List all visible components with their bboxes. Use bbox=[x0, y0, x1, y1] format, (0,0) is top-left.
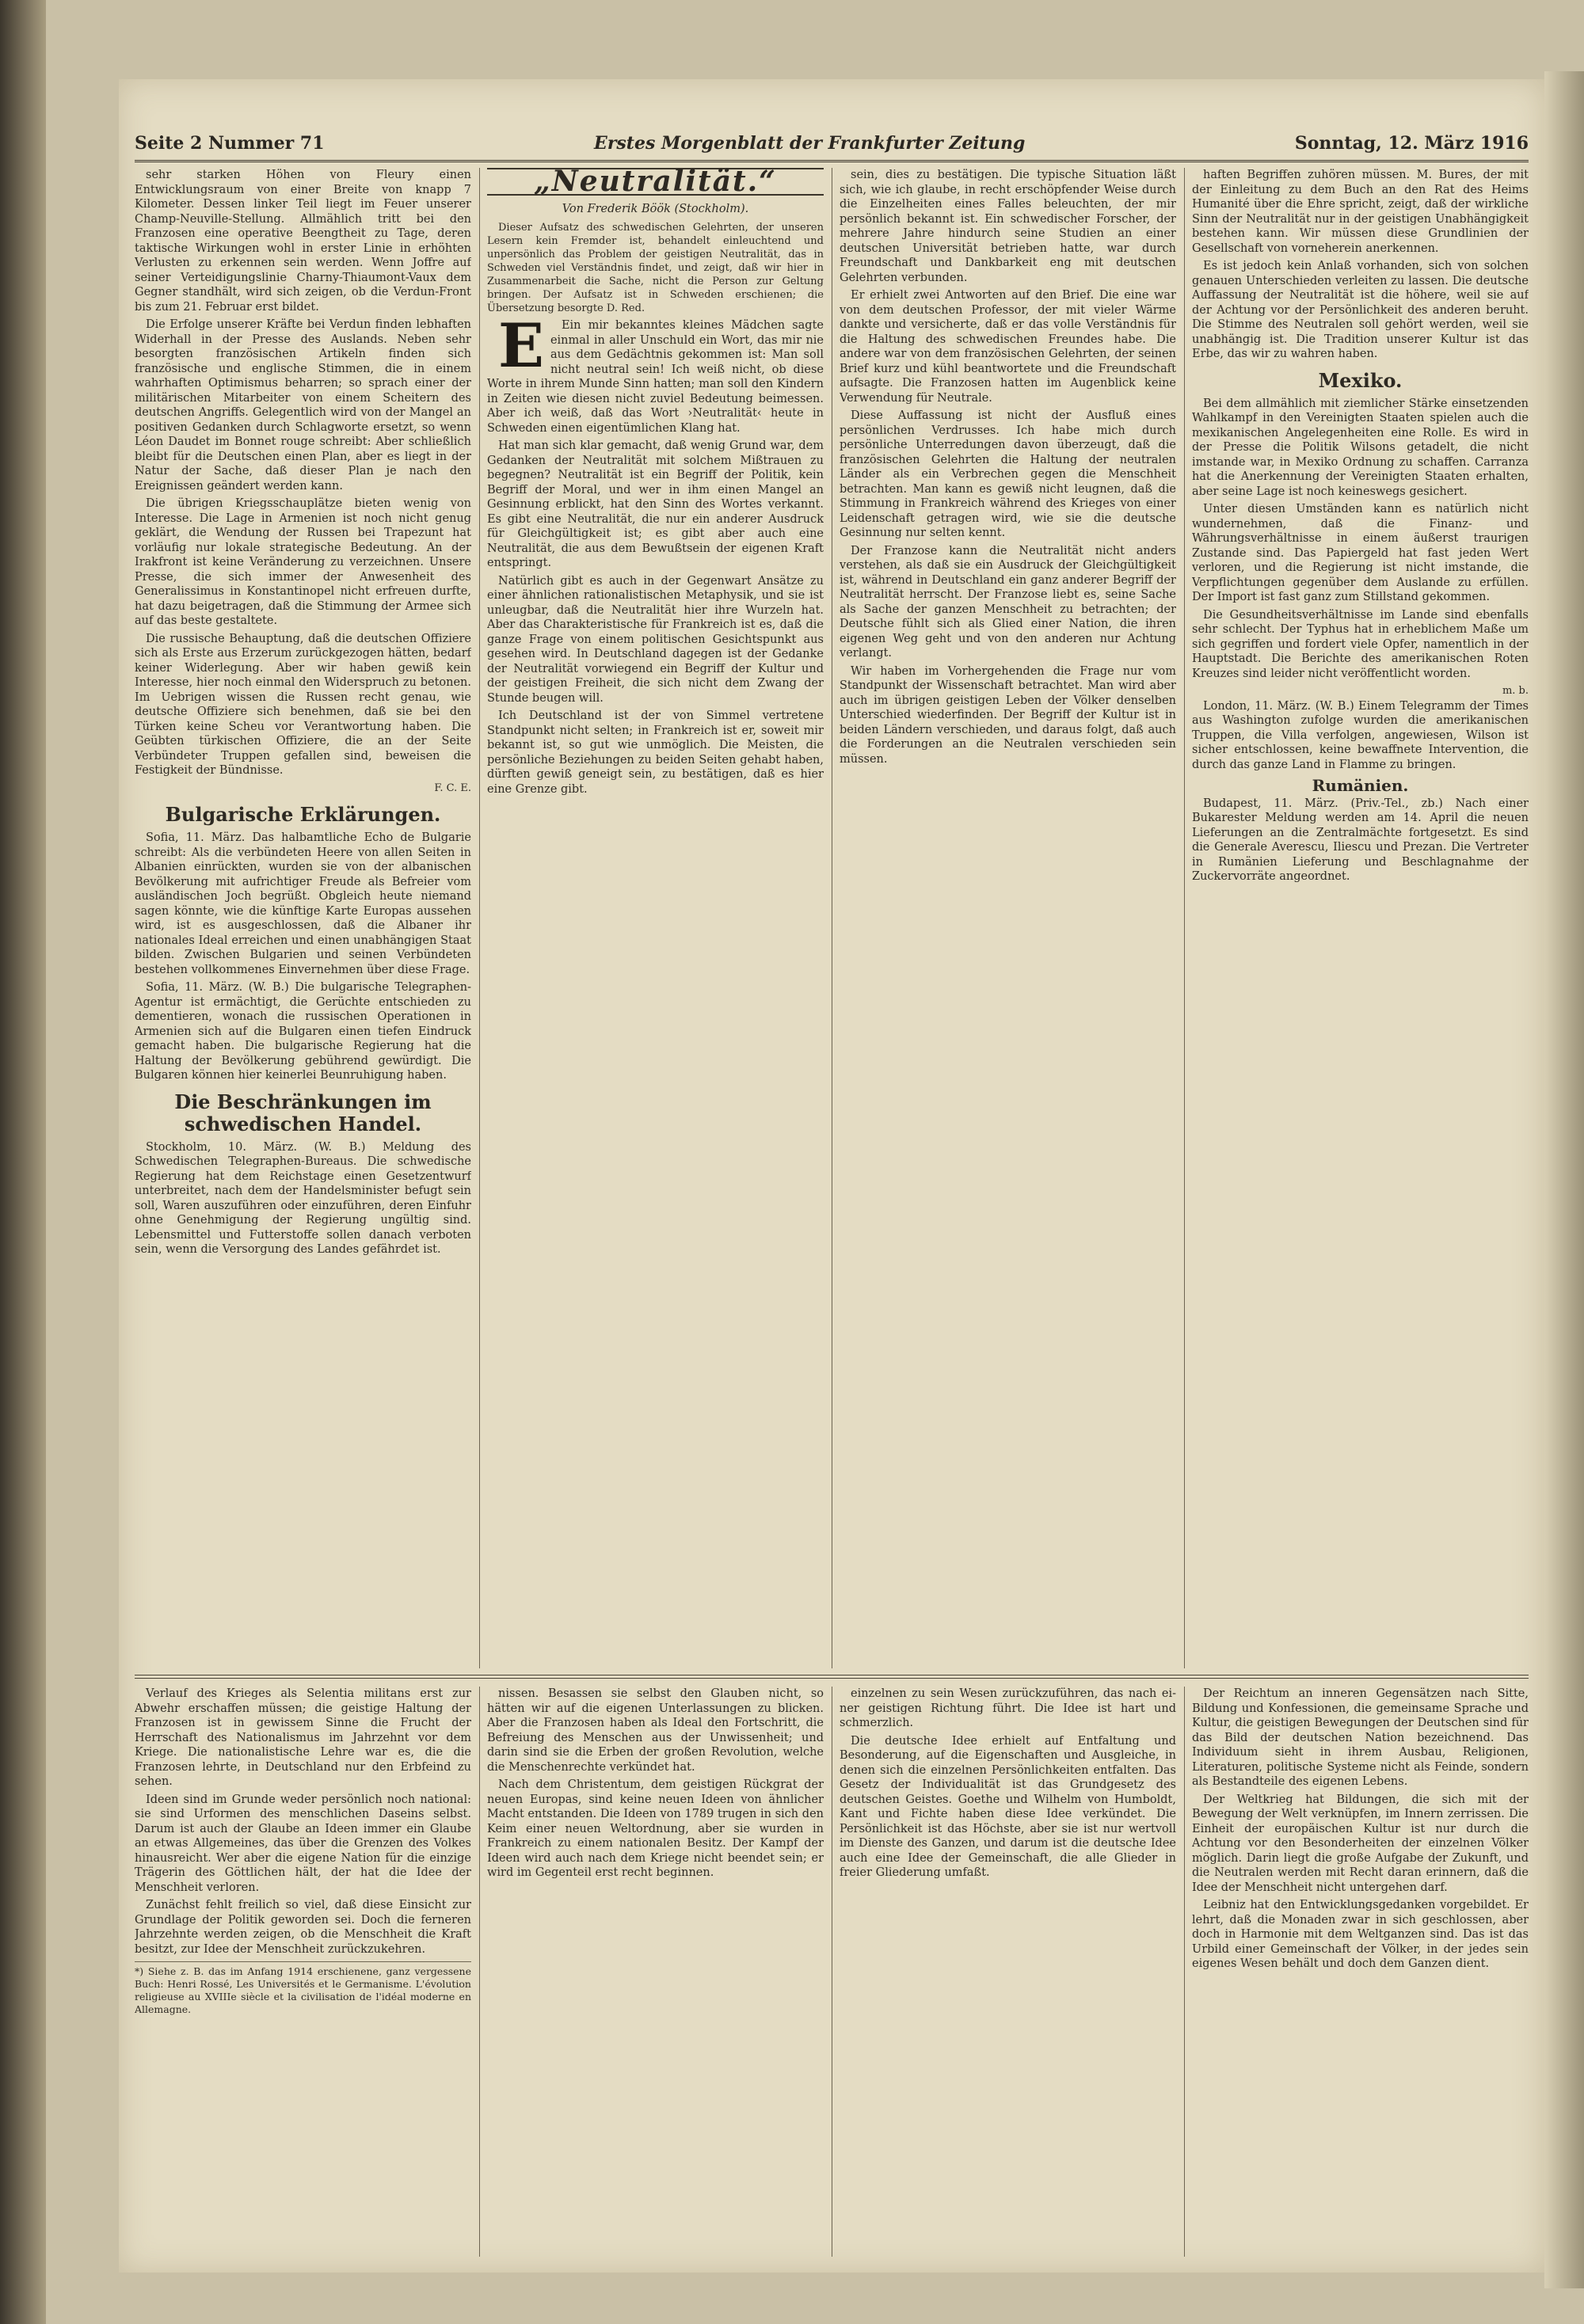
heading-bulgarian: Bulgarische Erklärungen. bbox=[165, 803, 441, 826]
column-rule bbox=[479, 168, 480, 1668]
col3-paragraph: Diese Auffassung ist nicht der Ausfluß eines persönlichen Verdrusses. Ich habe mich durch persönliche Unterredungen davon überzeugt, daß die französischen Gelehrten die Haltung der neutralen Länder als ein Verbrechen gegen die Menschheit betrachten. Man kann es gewiß nicht leugnen, daß die Stimmung in Frankreich während des Krieges von einer Leidenschaft getragen wird, wie sie die deutsche Gesinnung nur selten kennt. bbox=[840, 409, 1176, 539]
col4-paragraph: Es ist jedoch kein Anlaß vorhanden, sich von solchen genauen Unterschieden verleiten zu lassen. Die deutsche Auffassung der Neutralität ist die höhere, weil sie auf der Achtung vor der Persönlichkeit des anderen beruht. Die Stimme des Neutralen soll gehört werden, weil sie unabhängig ist. Die Tradition unserer Kultur ist das Erbe, das wir zu wahren haben. bbox=[1192, 260, 1529, 360]
drop-cap: E bbox=[498, 310, 544, 381]
issue-date: Sonntag, 12. März 1916 bbox=[1294, 133, 1529, 154]
col1-paragraph: sehr starken Höhen von Fleury einen Entwicklungsraum von einer Breite von knapp 7 Kilometer. Dessen linker Teil liegt im Feuer unserer Champ-Neuville-Stellung. Allmählich tritt bei den Franzosen eine operative Beengtheit zu Tage, deren taktische Wirkungen wohl in erster Linie in erhöhten Verlusten zu erkennen sein werden. Wenn Joffre auf seiner Verteidigungslinie Charny-Thiaumont-Vaux dem Gegner standhält, wird sich zeigen, ob die Verdun-Front bis zum 21. Februar erst bildet. bbox=[135, 169, 471, 314]
col3-paragraph: sein, dies zu bestätigen. Die typische Situation läßt sich, wie ich glaube, in recht erschöpfender Weise durch die Einzelheiten eines Falles beleuchten, der mir persönlich bekannt ist. Ein schwedischer Forscher, der mehrere Jahre hindurch seine Studien an einer deutschen Universität betrieben hatte, war durch Freundschaft und Dankbarkeit eng mit deutschen Gelehrten verbunden. bbox=[840, 169, 1176, 284]
feuilleton-paragraph: Verlauf des Krieges als Selentia militans erst zur Abwehr erschaffen müssen; die geistige Haltung der Franzosen ist in gewissem Sinne die Frucht der Herrschaft des Nationalismus im Jahrzehnt vor dem Kriege. Die nationalistische Lehre war es, die die Franzosen lehrte, in Deutschland nur den Erbfeind zu sehen. bbox=[135, 1687, 471, 1788]
footnote: *) Siehe z. B. das im Anfang 1914 erschienene, ganz vergessene Buch: Henri Rossé, Les Universités et le Germanisme. L'évolution religieuse au XVIIIe siècle et la civilisation de l'idéal moderne en Allemagne. bbox=[135, 1961, 471, 2016]
col4-paragraph: Budapest, 11. März. (Priv.-Tel., zb.) Nach einer Bukarester Meldung werden am 14. April die neuen Lieferungen an die Zentralmächte fortgesetzt. Es sind die Generale Averescu, Iliescu und Prezan. Die Vertreter in Rumänien Lieferung und Beschlagnahme der Zuckervorräte angeordnet. bbox=[1192, 797, 1529, 883]
heading-romania: Rumänien. bbox=[1312, 776, 1409, 795]
feuilleton-column-1 bbox=[135, 1687, 471, 2257]
feature-title-box bbox=[487, 168, 824, 196]
feuilleton-paragraph: Der Weltkrieg hat Bildungen, die sich mit der Bewegung der Welt verknüpfen, im Innern zerrissen. Die Einheit der europäischen Kultur ist nur durch die Achtung vor den Besonderheiten der einzelnen Völker möglich. Darin liegt die große Aufgabe der Zukunft, und die Neutralen werden mit Recht daran erinnern, daß die Idee der Menschheit nicht untergehen darf. bbox=[1192, 1793, 1529, 1894]
editor-note: Dieser Aufsatz des schwedischen Gelehrten, der unseren Lesern kein Fremder ist, behandelt einleuchtend und unpersönlich das Problem der geistigen Neutralität, das in Schweden viel Verständnis findet, und zeigt, daß wir hier in Zusammenarbeit die Sache, nicht die Person zur Geltung bringen. Der Aufsatz ist in Schweden erschienen; die Übersetzung besorgte D. Red. bbox=[487, 222, 824, 314]
column-rule bbox=[1184, 1687, 1185, 2257]
feuilleton-paragraph: Zunächst fehlt freilich so viel, daß diese Einsicht zur Grundlage der Politik geworden sei. Doch die ferneren Jahrzehnte werden zeigen, ob die Menschheit die Kraft besitzt, zur Idee der Menschheit zurückzukehren. bbox=[135, 1899, 471, 1956]
author-signature: m. b. bbox=[1502, 685, 1529, 697]
heading-mexico: Mexiko. bbox=[1318, 368, 1403, 392]
feuilleton-paragraph: Leibniz hat den Entwicklungsgedanken vorgebildet. Er lehrt, daß die Monaden zwar in sich geschlossen, aber doch in Harmonie mit dem Weltganzen sind. Das ist das Urbild einer Gemeinschaft der Völker, in der jedes sein eigenes Wesen behält und doch dem Ganzen dient. bbox=[1192, 1899, 1529, 1970]
col1-paragraph: Sofia, 11. März. Das halbamtliche Echo de Bulgarie schreibt: Als die verbündeten Heere von allen Seiten in Albanien einrückten, wurden sie von der albanischen Bevölkerung mit aufrichtiger Freude als Befreier vom ausländischen Joch begrüßt. Obgleich heute niemand sagen könnte, wie die künftige Karte Europas aussehen wird, ist es ausgeschlossen, daß die Albaner ihr nationales Ideal erreichen und einen unabhängigen Staat bilden. Zwischen Bulgarien und seinen Verbündeten bestehen vollkommenes Einvernehmen über diese Frage. bbox=[135, 831, 471, 976]
col1-paragraph: Die russische Behauptung, daß die deutschen Offiziere sich als Erste aus Erzerum zurückgezogen hätten, bedarf keiner Widerlegung. Aber wir haben gewiß kein Interesse, hier noch einmal den Widerspruch zu betonen. Im Uebrigen wissen die Russen recht genau, wie deutsche Offiziere sich benehmen, daß sie bei den Türken keine Scheu vor Verantwortung haben. Die Geübten türkischen Offiziere, die an der Seite Verbündeter Truppen gefallen sind, beweisen die Festigkeit der Bündnisse. bbox=[135, 632, 471, 777]
col2-paragraph: Ein mir bekanntes kleines Mädchen sagte einmal in aller Unschuld ein Wort, das mir nie aus dem Gedächtnis gekommen ist: Man soll nicht neutral sein! Ich weiß nicht, ob diese Worte in ihrem Munde Sinn hatten; man soll den Kindern in Zeiten wie diesen nicht zuviel Bedeutung beimessen. Aber ich weiß, daß das Wort ›Neutralität‹ heute in Schweden einen eigentümlichen Klang hat. bbox=[487, 319, 824, 435]
col3-paragraph: Er erhielt zwei Antworten auf den Brief. Die eine war von dem deutschen Professor, der mit vieler Wärme dankte und versicherte, daß er das volle Verständnis für die Haltung des schwedischen Freundes habe. Die andere war von dem französischen Gelehrten, der seinen Brief kurz und kühl beantwortete und die Freundschaft aufsagte. Die Franzosen hatten im Augenblick keine Verwendung für Neutrale. bbox=[840, 289, 1176, 405]
column-3 bbox=[840, 168, 1176, 1668]
column-rule bbox=[1184, 168, 1185, 1668]
feuilleton-divider bbox=[135, 1675, 1529, 1679]
feuilleton-paragraph: Nach dem Christentum, dem geistigen Rückgrat der neuen Europas, sind keine neuen Ideen von ähnlicher Macht entstanden. Die Ideen von 1789 trugen in sich den Keim einer neuen Weltordnung, aber sie wurden in Frankreich zu einem nationalen Besitz. Der Kampf der Ideen wird auch nach dem Kriege nicht beendet sein; er wird im Gegenteil erst recht beginnen. bbox=[487, 1778, 824, 1879]
column-1 bbox=[135, 168, 471, 1668]
masthead bbox=[135, 127, 1529, 162]
col4-paragraph: Unter diesen Umständen kann es natürlich nicht wundernehmen, daß die Finanz- und Währungsverhältnisse in einem äußerst traurigen Zustande sind. Das Papiergeld hat fast jeden Wert verloren, und die Regierung ist nicht imstande, die Verpflichtungen gegenüber dem Auslande zu erfüllen. Der Import ist fast ganz zum Stillstand gekommen. bbox=[1192, 503, 1529, 603]
feuilleton-paragraph: Ideen sind im Grunde weder persönlich noch national: sie sind Urformen des menschlichen Daseins selbst. Darum ist auch der Glaube an Ideen immer ein Glaube an etwas Allgemeines, das über die Grenzen des Volkes hinausreicht. Wer aber die eigene Nation für die einzige Trägerin des Göttlichen hält, der hat die Idee der Menschheit verloren. bbox=[135, 1793, 471, 1894]
feuilleton-paragraph: Die deutsche Idee erhielt auf Entfaltung und Besonderung, auf die Eigenschaften und Ausgleiche, in denen sich die einzelnen Persönlichkeiten entfalten. Das Gesetz der Individualität ist das Grundgesetz des deutschen Geistes. Goethe und Wilhelm von Humboldt, Kant und Fichte haben diese Idee verkündet. Die Persönlichkeit ist das Höchste, aber sie ist nur wertvoll im Dienste des Ganzen, und darum ist die deutsche Idee auch eine Idee der Gemeinschaft, die alle Glieder in freier Gliederung umfaßt. bbox=[840, 1734, 1176, 1879]
feuilleton-paragraph: einzelnen zu sein Wesen zurückzuführen, das nach ei-ner geistigen Richtung führt. Die Idee ist hart und schmerzlich. bbox=[840, 1687, 1176, 1729]
col4-paragraph: Bei dem allmählich mit ziemlicher Stärke einsetzenden Wahlkampf in den Vereinigten Staaten spielen auch die mexikanischen Angelegenheiten eine Rolle. Es wird in der Presse die Politik Wilsons getadelt, die nicht imstande war, in Mexiko Ordnung zu schaffen. Carranza hat die Anerkennung der Vereinigten Staaten erhalten, aber seine Lage ist noch keineswegs gesichert. bbox=[1192, 397, 1529, 498]
column-rule bbox=[479, 1687, 480, 2257]
feuilleton-column-3 bbox=[840, 1687, 1176, 2257]
col4-paragraph: London, 11. März. (W. B.) Einem Telegramm der Times aus Washington zufolge wurden die amerikanischen Truppen, die Villa verfolgen, angewiesen, Wilson ist sicher entschlossen, keine bewaffnete Intervention, die durch das ganze Land in Flamme zu bringen. bbox=[1192, 699, 1529, 771]
col2-paragraph: Ich Deutschland ist der von Simmel vertretene Standpunkt nicht selten; in Frankreich ist er, soweit mir bekannt ist, so gut wie unmöglich. Die Meisten, die persönliche Beziehungen zu beiden Seiten gehabt haben, dürften gewiß geneigt sein, zu bestätigen, daß es hier eine Grenze gibt. bbox=[487, 709, 824, 796]
feature-title: „Neutralität.“ bbox=[534, 168, 777, 198]
column-2 bbox=[487, 168, 824, 1668]
col3-paragraph: Wir haben im Vorhergehenden die Frage nur vom Standpunkt der Wissenschaft betrachtet. Man wird aber auch im übrigen geistigen Leben der Völker denselben Unterschied wiederfinden. Der Begriff der Kultur ist in beiden Ländern verschieden, und daraus folgt, daß auch die Forderungen an die Neutralen verschieden sein müssen. bbox=[840, 664, 1176, 766]
feuilleton-paragraph: Der Reichtum an inneren Gegensätzen nach Sitte, Bildung und Konfessionen, die gemeinsame Sprache und Kultur, die geistigen Bewegungen der Deutschen sind für das Bild der deutschen Nation bezeichnend. Das Individuum sieht in ihrem Ausbau, Religionen, Literaturen, politische Systeme nicht als Feinde, sondern als Bestandteile des eigenen Lebens. bbox=[1192, 1687, 1529, 1788]
col4-paragraph: haften Begriffen zuhören müssen. M. Bures, der mit der Einleitung zu dem Buch an den Rat des Heims Humanité über die Ehre spricht, zeigt, daß der wirkliche Sinn der Neutralität nur in der geistigen Unabhängigkeit bestehen kann. Wir müssen diese Grundlinien der Gesellschaft von vorneherein anerkennen. bbox=[1192, 169, 1529, 255]
heading-swedish-trade: Die Beschränkungen im schwedischen Handel. bbox=[174, 1090, 432, 1135]
feuilleton-column-4 bbox=[1192, 1687, 1529, 2257]
feuilleton-paragraph: nissen. Besassen sie selbst den Glauben nicht, so hätten wir auf die eigenen Unterlassungen zu blicken. Aber die Franzosen haben als Ideal den Fortschritt, die Befreiung des Menschen aus der Unwissenheit; und darin sind sie die Erben der großen Revolution, welche die Menschenrechte verkündet hat. bbox=[487, 1687, 824, 1774]
col1-paragraph: Sofia, 11. März. (W. B.) Die bulgarische Telegraphen-Agentur ist ermächtigt, die Gerüchte entschieden zu dementieren, wonach die russischen Operationen in Armenien sich auf die Bulgaren einen tiefen Eindruck gemacht haben. Die bulgarische Regierung hat die Haltung der Bevölkerung gebührend gewürdigt. Die Bulgaren können hier keinerlei Beunruhigung haben. bbox=[135, 981, 471, 1082]
col2-paragraph: Natürlich gibt es auch in der Gegenwart Ansätze zu einer ähnlichen rationalistischen Metaphysik, und sie ist unleugbar, daß die Neutralität hier ihre Wurzeln hat. Aber das Charakteristische für Frankreich ist es, daß die ganze Frage von einem politischen Gesichtspunkt aus gesehen wird. In Deutschland dagegen ist der Gedanke der Neutralität vorwiegend ein Begriff der Kultur und der geistigen Freiheit, die sich nicht dem Zwang der Stunde beugen will. bbox=[487, 574, 824, 705]
column-4 bbox=[1192, 168, 1529, 1668]
newspaper-title: Erstes Morgenblatt der Frankfurter Zeitung bbox=[594, 133, 1026, 154]
col2-paragraph: Hat man sich klar gemacht, daß wenig Grund war, dem Gedanken der Neutralität mit solchem Mißtrauen zu begegnen? Neutralität ist ein Begriff der Politik, kein Begriff der Moral, und wer in ihm einen Mangel an Gesinnung erblickt, hat den Sinn des Wortes verkannt. Es gibt eine Neutralität, die nur ein anderer Ausdruck für Gleichgültigkeit ist; es gibt aber auch eine Neutralität, die aus dem Bewußtsein der eigenen Kraft entspringt. bbox=[487, 439, 824, 569]
page-number: Seite 2 Nummer 71 bbox=[135, 133, 325, 154]
col4-paragraph: Die Gesundheitsverhältnisse im Lande sind ebenfalls sehr schlecht. Der Typhus hat in erheblichem Maße um sich gegriffen und fordert viele Opfer, namentlich in der Hauptstadt. Die Berichte des amerikanischen Roten Kreuzes sind leider nicht veröffentlicht worden. bbox=[1192, 608, 1529, 680]
col1-paragraph: Stockholm, 10. März. (W. B.) Meldung des Schwedischen Telegraphen-Bureaus. Die schwedische Regierung hat dem Reichstage einen Gesetzentwurf unterbreitet, nach dem der Handelsminister befugt sein soll, Waren auszuführen oder einzuführen, deren Einfuhr ohne Genehmigung der Regierung ungültig sind. Lebensmittel und Futterstoffe sollen danach verboten sein, wenn die Versorgung des Landes gefährdet ist. bbox=[135, 1140, 471, 1256]
feuilleton-column-2 bbox=[487, 1687, 824, 2257]
book-binding bbox=[0, 0, 46, 2324]
col1-paragraph: Die übrigen Kriegsschauplätze bieten wenig von Interesse. Die Lage in Armenien ist noch nicht genug geklärt, die Wendung der Russen bei Trapezunt hat vorläufig nur lokale strategische Bedeutung. An der Irakfront ist keine Veränderung zu verzeichnen. Unsere Presse, die sich immer der Anwesenheit des Generalissimus in Konstantinopel nicht erfreuen durfte, hat dazu beigetragen, daß die Stimmung der Armee sich auf das beste gestaltete. bbox=[135, 497, 471, 627]
feature-byline: Von Frederik Böök (Stockholm). bbox=[562, 202, 749, 215]
col3-paragraph: Der Franzose kann die Neutralität nicht anders verstehen, als daß sie ein Ausdruck der Gleichgültigkeit ist, während in Deutschland ein ganz anderer Begriff der Neutralität herrscht. Der Franzose liebt es, seine Sache als Sache der ganzen Menschheit zu betrachten; der Deutsche fühlt sich als Glied einer Nation, die ihren eigenen Weg geht und von den anderen nur Achtung verlangt. bbox=[840, 544, 1176, 660]
page-edge bbox=[1544, 71, 1584, 2288]
col1-paragraph: Die Erfolge unserer Kräfte bei Verdun finden lebhaften Widerhall in der Presse des Auslands. Neben sehr besorgten französischen Artikeln finden sich französische und englische Stimmen, die in einem wahrhaften Optimismus beharren; so sprach einer der militärischen Mitarbeiter von einem Scheitern des deutschen Angriffs. Gelegentlich wird von der Mangel an positiven Gedanken durch Schlagworte ersetzt, so wenn Léon Daudet im Bonnet rouge schreibt: Aber schließlich bleibt für die Deutschen einen Plan, aber es liegt in der Natur der Sache, daß dieser Plan je nach den Ereignissen geändert werden kann. bbox=[135, 318, 471, 493]
author-signature: F. C. E. bbox=[434, 782, 471, 794]
newspaper-page bbox=[119, 79, 1544, 2273]
